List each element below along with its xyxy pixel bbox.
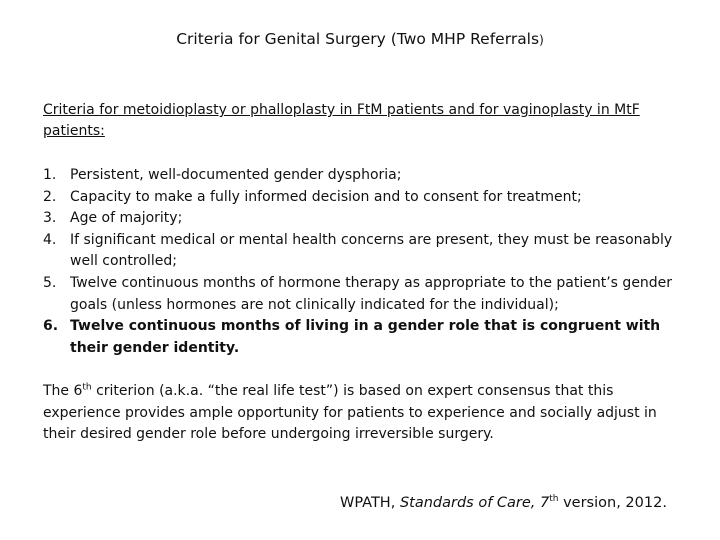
criterion-2 <box>43 187 693 209</box>
intro-text: Criteria for metoidioplasty or phalloplasty in FtM patients and for vaginoplasty in MtF patients: <box>43 102 640 139</box>
note-pre: The 6 <box>43 383 83 399</box>
criterion-3 <box>43 208 693 230</box>
criterion-text: Persistent, well-documented gender dysphoria; <box>70 167 402 183</box>
criterion-6 <box>43 316 693 359</box>
criterion-number: 2. <box>43 188 57 205</box>
real-life-test-note <box>43 381 693 446</box>
criterion-number: 1. <box>43 167 57 183</box>
criterion-1 <box>43 165 693 187</box>
criterion-text: If significant medical or mental health concerns are present, they must be reasonably well controlled; <box>70 231 673 270</box>
citation-year: , 2012. <box>616 495 667 511</box>
criterion-number: 3. <box>43 210 57 227</box>
criterion-number: 6. <box>43 318 59 335</box>
criterion-text: Twelve continuous months of hormone therapy as appropriate to the patient’s gender goals (unless hormones are not clinically indicated for the individual); <box>70 274 673 313</box>
criteria-list <box>43 165 693 359</box>
criterion-4 <box>43 230 693 273</box>
citation-version: version <box>558 495 617 511</box>
citation-work: Standards of Care, 7 <box>399 495 550 511</box>
citation-sup: th <box>549 494 559 505</box>
criterion-text: Age of majority; <box>70 210 183 227</box>
note-post: criterion (a.k.a. “the real life test”) is based on expert consensus that this experience provides ample opportunity for patients to experience and socially adjust in their desired gender role before undergoing irreversible surgery. <box>43 383 657 443</box>
page-title <box>0 28 720 51</box>
title-text: Criteria for Genital Surgery (Two MHP Referrals <box>176 30 540 48</box>
criterion-text: Capacity to make a fully informed decision and to consent for treatment; <box>70 188 582 205</box>
citation-author: WPATH, <box>340 495 400 511</box>
note-sup: th <box>82 382 92 393</box>
criterion-text: Twelve continuous months of living in a gender role that is congruent with their gender identity. <box>70 318 661 356</box>
citation <box>340 492 667 514</box>
criterion-5 <box>43 273 693 316</box>
title-close-paren: ) <box>539 33 544 47</box>
criterion-number: 5. <box>43 274 57 291</box>
criterion-number: 4. <box>43 231 57 248</box>
